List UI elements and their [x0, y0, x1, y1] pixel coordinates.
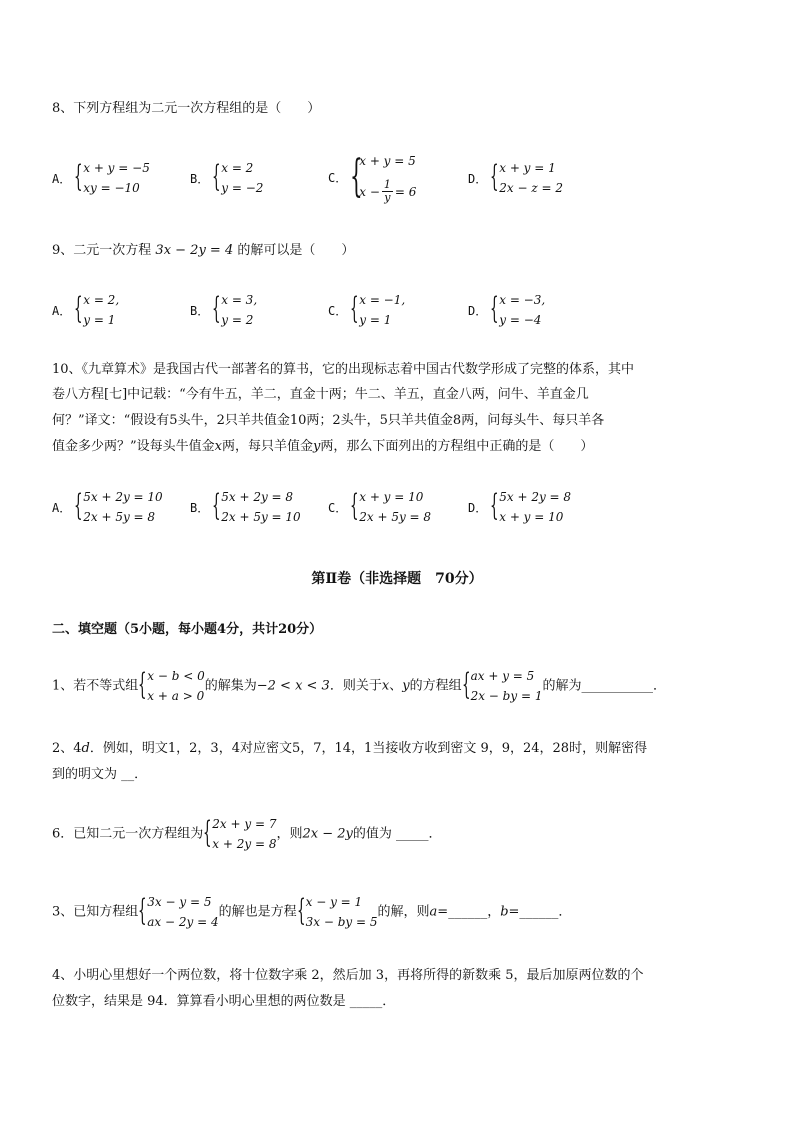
equation-system — [74, 487, 162, 527]
left-brace-icon: { — [350, 488, 359, 523]
fill-question-6 — [52, 814, 442, 855]
equation-system — [74, 290, 119, 330]
option-label: B． — [190, 303, 210, 318]
answer-blank[interactable]: 的值为 _____． — [352, 826, 442, 842]
left-brace-icon: { — [296, 893, 306, 928]
q8-option-d[interactable] — [468, 158, 563, 198]
equation: 2x + y = 7 — [212, 817, 277, 831]
equation: x + y = 1 — [499, 161, 556, 175]
option-label: A． — [52, 171, 72, 186]
equation: x + y = 10 — [499, 510, 564, 524]
equation: x + y = −5 — [83, 161, 150, 175]
equation-system — [490, 290, 545, 330]
left-brace-icon: { — [74, 159, 83, 194]
variable-b: b — [500, 904, 509, 920]
q9-option-b[interactable] — [190, 290, 257, 330]
fill-question-1 — [52, 666, 666, 707]
left-brace-icon: { — [74, 488, 83, 523]
option-label: D． — [468, 171, 488, 186]
equation — [359, 179, 416, 204]
left-brace-icon: { — [212, 488, 221, 523]
equation: y = −2 — [221, 181, 264, 195]
q8-stem: 8、下列方程组为二元一次方程组的是（ ） — [52, 101, 321, 116]
option-label: B． — [190, 500, 210, 515]
solution-range: −2 < x < 3 — [256, 678, 330, 694]
equation: 3x − y = 5 — [147, 895, 212, 909]
equation-system — [212, 487, 300, 527]
stem-text: ．例如，明文1，2，3，4对应密文5，7，14，1当接收方收到密文 9，9，24，28时，则解密得 — [89, 741, 648, 756]
left-brace-icon: { — [461, 667, 471, 702]
equation: x = 2 — [221, 161, 254, 175]
stem-text: 1、若不等式组 — [52, 678, 139, 694]
stem-text: ．则关于 — [329, 678, 382, 694]
option-label: C． — [328, 500, 348, 515]
left-brace-icon: { — [490, 488, 499, 523]
equation: y = 1 — [83, 313, 116, 327]
denominator: y — [384, 191, 391, 204]
stem-text: ，则 — [276, 826, 303, 842]
equation-system — [350, 290, 405, 330]
q8-option-b[interactable] — [190, 158, 263, 198]
fill-question-2-line1 — [52, 740, 647, 758]
equation: ax − 2y = 4 — [147, 915, 219, 929]
variable-y: y — [402, 678, 410, 694]
q10-option-c[interactable] — [328, 487, 431, 527]
stem-text: 的解，则 — [377, 904, 430, 920]
answer-blank[interactable]: 的解为___________． — [542, 678, 666, 694]
equation-system — [490, 487, 571, 527]
q9-option-a[interactable] — [52, 290, 119, 330]
equation: x = −1, — [359, 293, 406, 307]
option-label: C． — [328, 303, 348, 318]
stem-text: 值金多少两？”设每头牛值金 — [52, 439, 215, 454]
equation: x = 2, — [83, 293, 120, 307]
section2-title: 二、填空题（5小题，每小题4分，共计20分） — [52, 622, 323, 637]
q10-option-d[interactable] — [468, 487, 571, 527]
equation: 2x + 5y = 10 — [221, 510, 301, 524]
left-brace-icon: { — [138, 893, 147, 928]
q10-option-b[interactable] — [190, 487, 301, 527]
equation: 5x + 2y = 10 — [83, 490, 163, 504]
stem-text: 、 — [389, 678, 403, 694]
variable-x: x — [214, 439, 222, 454]
fill-question-3 — [52, 892, 571, 933]
equation: 2x − by = 1 — [470, 689, 543, 703]
inline-equation: 3x − 2y = 4 — [155, 243, 234, 258]
stem-text: 的方程组 — [409, 678, 462, 694]
left-brace-icon: { — [350, 151, 363, 202]
equation-system — [490, 158, 563, 198]
stem-text: 的解集为 — [204, 678, 257, 694]
q10-stem-line1: 10、《九章算术》是我国古代一部著名的算书，它的出现标志着中国古代数学形成了完整的体系，其中 — [52, 362, 635, 377]
equation: x + y = 10 — [359, 490, 424, 504]
q8-option-a[interactable] — [52, 158, 150, 198]
stem-text: 2、4 — [52, 741, 82, 756]
left-brace-icon: { — [138, 667, 147, 702]
equation: 5x + 2y = 8 — [499, 490, 572, 504]
equation-part: = 6 — [394, 184, 417, 199]
equation-system — [212, 290, 257, 330]
equation: 2x − z = 2 — [499, 181, 563, 195]
fill-question-2-line2[interactable]: 到的明文为 __． — [52, 767, 148, 782]
option-label: D． — [468, 500, 488, 515]
equation-system — [203, 814, 276, 854]
equation: y = −4 — [499, 313, 542, 327]
left-brace-icon: { — [212, 291, 221, 326]
variable-a: a — [429, 904, 438, 920]
q10-stem-line4 — [52, 438, 593, 456]
option-label: C． — [328, 170, 348, 185]
equation-system — [297, 892, 378, 932]
equation: y = 1 — [359, 313, 392, 327]
inequality: x + a > 0 — [147, 689, 205, 703]
fill-question-4-line1: 4、小明心里想好一个两位数，将十位数字乘 2，然后加 3，再将所得的新数乘 5，最后加原两位数的个 — [52, 968, 644, 983]
equation: x + y = 5 — [359, 154, 416, 168]
equation: 2x + 5y = 8 — [359, 510, 432, 524]
equation: x = −3, — [499, 293, 546, 307]
stem-text: 的解也是方程 — [218, 904, 297, 920]
equation-system — [74, 158, 150, 198]
q10-option-a[interactable] — [52, 487, 163, 527]
equation-system — [212, 158, 263, 198]
equation: x − y = 1 — [305, 895, 363, 909]
q9-stem — [52, 242, 354, 260]
q8-option-c[interactable] — [328, 150, 416, 204]
variable-d: d — [81, 741, 90, 756]
equation-system — [350, 150, 416, 204]
left-brace-icon: { — [203, 815, 212, 850]
left-brace-icon: { — [212, 159, 221, 194]
equation: 3x − by = 5 — [305, 915, 378, 929]
fill-question-4-line2[interactable]: 位数字，结果是 94．算算看小明心里想的两位数是 _____． — [52, 994, 396, 1009]
expression: 2x − 2y — [302, 826, 353, 842]
equation: xy = −10 — [83, 181, 140, 195]
option-label: A． — [52, 500, 72, 515]
equation: x + 2y = 8 — [212, 837, 277, 851]
answer-blank-a[interactable]: =______， — [437, 904, 501, 920]
numerator: 1 — [383, 178, 391, 191]
stem-text: 两，每只羊值金 — [222, 439, 314, 454]
inequality-system — [138, 666, 204, 706]
variable-y: y — [313, 439, 321, 454]
stem-text: 3、已知方程组 — [52, 904, 139, 920]
left-brace-icon: { — [74, 291, 83, 326]
equation-system — [138, 892, 218, 932]
answer-blank-b[interactable]: =______． — [508, 904, 572, 920]
equation: x = 3, — [221, 293, 258, 307]
fraction — [382, 179, 393, 204]
stem-text: 6．已知二元一次方程组为 — [52, 826, 204, 842]
equation: 5x + 2y = 8 — [221, 490, 294, 504]
equation: y = 2 — [221, 313, 254, 327]
q9-option-d[interactable] — [468, 290, 545, 330]
left-brace-icon: { — [490, 291, 499, 326]
option-label: B． — [190, 171, 210, 186]
stem-text: 9、二元一次方程 — [52, 243, 152, 258]
q10-stem-line2: 卷八方程[七]中记载：“今有牛五，羊二，直金十两；牛二、羊五，直金八两，问牛、羊直金几 — [52, 387, 589, 402]
q9-option-c[interactable] — [328, 290, 405, 330]
equation: 2x + 5y = 8 — [83, 510, 156, 524]
inequality: x − b < 0 — [147, 669, 205, 683]
equation-system — [350, 487, 431, 527]
equation-system — [462, 666, 543, 706]
option-label: A． — [52, 303, 72, 318]
left-brace-icon: { — [490, 159, 499, 194]
option-label: D． — [468, 303, 488, 318]
left-brace-icon: { — [350, 291, 359, 326]
equation: ax + y = 5 — [470, 669, 535, 683]
variable-x: x — [381, 678, 390, 694]
stem-text: 的解可以是（ ） — [237, 243, 355, 258]
part2-title: 第Ⅱ卷（非选择题 70分） — [311, 571, 483, 587]
q10-stem-line3: 何？”译文：“假设有5头牛，2只羊共值金10两；2头牛，5只羊共值金8两，问每头牛、每只羊各 — [52, 413, 605, 428]
equation-part: x − — [359, 184, 380, 199]
stem-text: 两，那么下面列出的方程组中正确的是（ ） — [320, 439, 594, 454]
